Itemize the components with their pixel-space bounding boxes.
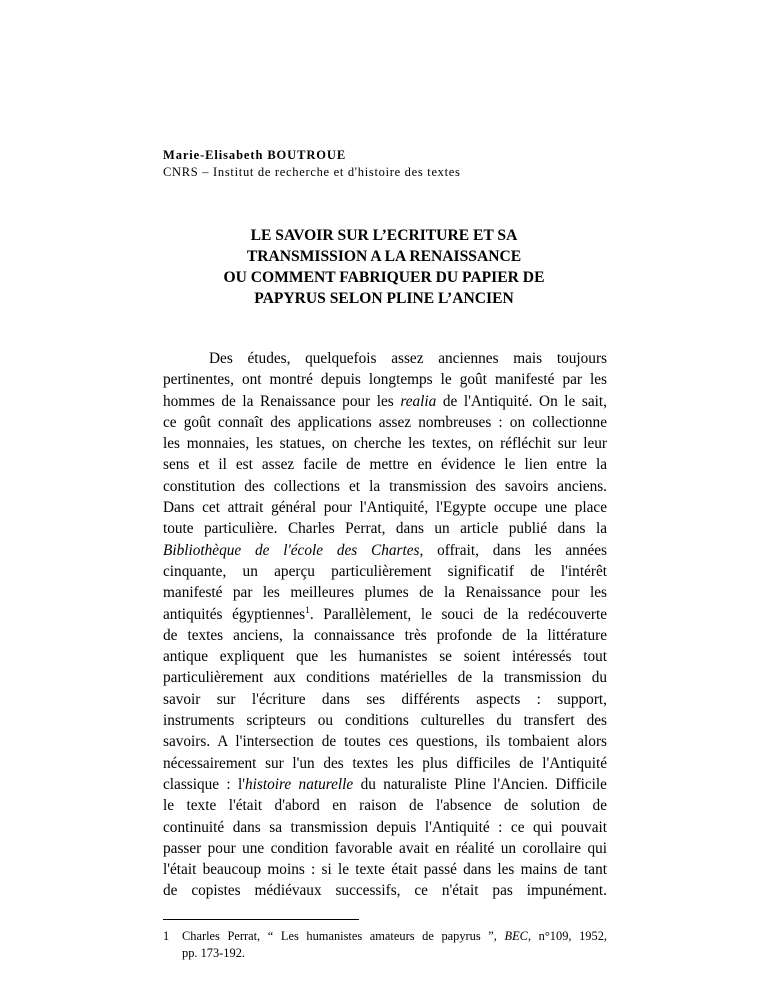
footnote-divider (163, 919, 359, 920)
title-line: OU COMMENT FABRIQUER DU PAPIER DE (223, 269, 545, 286)
footnote-line: pp. 173-192. (182, 945, 245, 960)
article-title (160, 225, 608, 309)
text-line: instruments scripteurs ou conditions culturelles du transfert des (163, 712, 607, 730)
text-line: toute particulière. Charles Perrat, dans un article publié dans la (163, 520, 607, 538)
author-name: Marie-Elisabeth BOUTROUE (163, 148, 347, 162)
italic-journal-title: Bibliothèque de l'école des Chartes, (163, 541, 424, 559)
title-line: TRANSMISSION A LA RENAISSANCE (246, 248, 522, 265)
footnote-reference[interactable]: 1 (305, 605, 310, 616)
text-line: les monnaies, les statues, on cherche les textes, on réfléchit sur leur (163, 435, 607, 453)
text-line: manifesté par les meilleures plumes de la Renaissance pour les (163, 584, 607, 602)
title-line: PAPYRUS SELON PLINE L’ANCIEN (254, 290, 514, 307)
text-line: constitution des collections et la transmission des savoirs anciens. (163, 477, 607, 495)
author-affiliation: CNRS – Institut de recherche et d'histoire des textes (163, 165, 461, 179)
text-line: Des études, quelquefois assez anciennes mais toujours (209, 350, 607, 367)
text-line: de textes anciens, la connaissance très profonde de la littérature (163, 626, 607, 644)
text-line: Bibliothèque de l'école des Chartes, offrait, dans les années (163, 541, 607, 559)
title-line: LE SAVOIR SUR L’ECRITURE ET SA (250, 227, 518, 244)
footnote (163, 928, 607, 961)
text-line: classique : l'histoire naturelle du naturaliste Pline l'Ancien. Difficile (163, 775, 607, 793)
text-line: nécessairement sur l'un des textes les plus difficiles de l'Antiquité (163, 754, 607, 772)
body-paragraph (163, 348, 607, 902)
text-line: pertinentes, ont montré depuis longtemps le goût manifesté par les (163, 371, 607, 389)
text-line: savoir sur l'écriture dans ses différents aspects : support, (163, 690, 607, 708)
text-line: l'était beaucoup moins : si le texte était passé dans les mains de tant (163, 861, 607, 879)
text-line: cinquante, un aperçu particulièrement significatif de l'intérêt (163, 562, 607, 580)
text-line: particulièrement aux conditions matérielles de la transmission du (163, 669, 607, 687)
text-line: passer pour une condition favorable avait en réalité un corollaire qui (163, 839, 607, 857)
text-line: antique expliquent que les humanistes se soient intéressés tout (163, 648, 607, 666)
italic-abbreviation: BEC (504, 929, 528, 943)
text-line: ce goût connaît des applications assez nombreuses : on collectionne (163, 413, 607, 431)
footnote-number: 1 (163, 929, 170, 943)
text-line: hommes de la Renaissance pour les realia de l'Antiquité. On le sait, (163, 392, 607, 410)
text-line: antiquités égyptiennes$^1$. Parallèlement, le souci de la redécouverte (163, 605, 607, 623)
footnote-line: Charles Perrat, “ Les humanistes amateurs de papyrus ”, BEC, n°109, 1952, (182, 929, 607, 943)
italic-work-title: histoire naturelle (245, 775, 354, 793)
text-line: de copistes médiévaux successifs, ce n'était pas impunément. (163, 882, 607, 900)
author-block (163, 147, 613, 181)
text-line: Dans cet attrait général pour l'Antiquité, l'Egypte occupe une place (163, 499, 607, 517)
italic-term: realia (400, 392, 437, 410)
text-line: sens et il est assez facile de mettre en évidence le lien entre la (163, 456, 607, 474)
text-line: continuité dans sa transmission depuis l'Antiquité : ce qui pouvait (163, 818, 607, 836)
footnote-text (182, 928, 607, 961)
text-line: le texte l'était d'abord en raison de l'absence de solution de (163, 797, 607, 815)
text-line: savoirs. A l'intersection de toutes ces questions, ils tombaient alors (163, 733, 607, 751)
